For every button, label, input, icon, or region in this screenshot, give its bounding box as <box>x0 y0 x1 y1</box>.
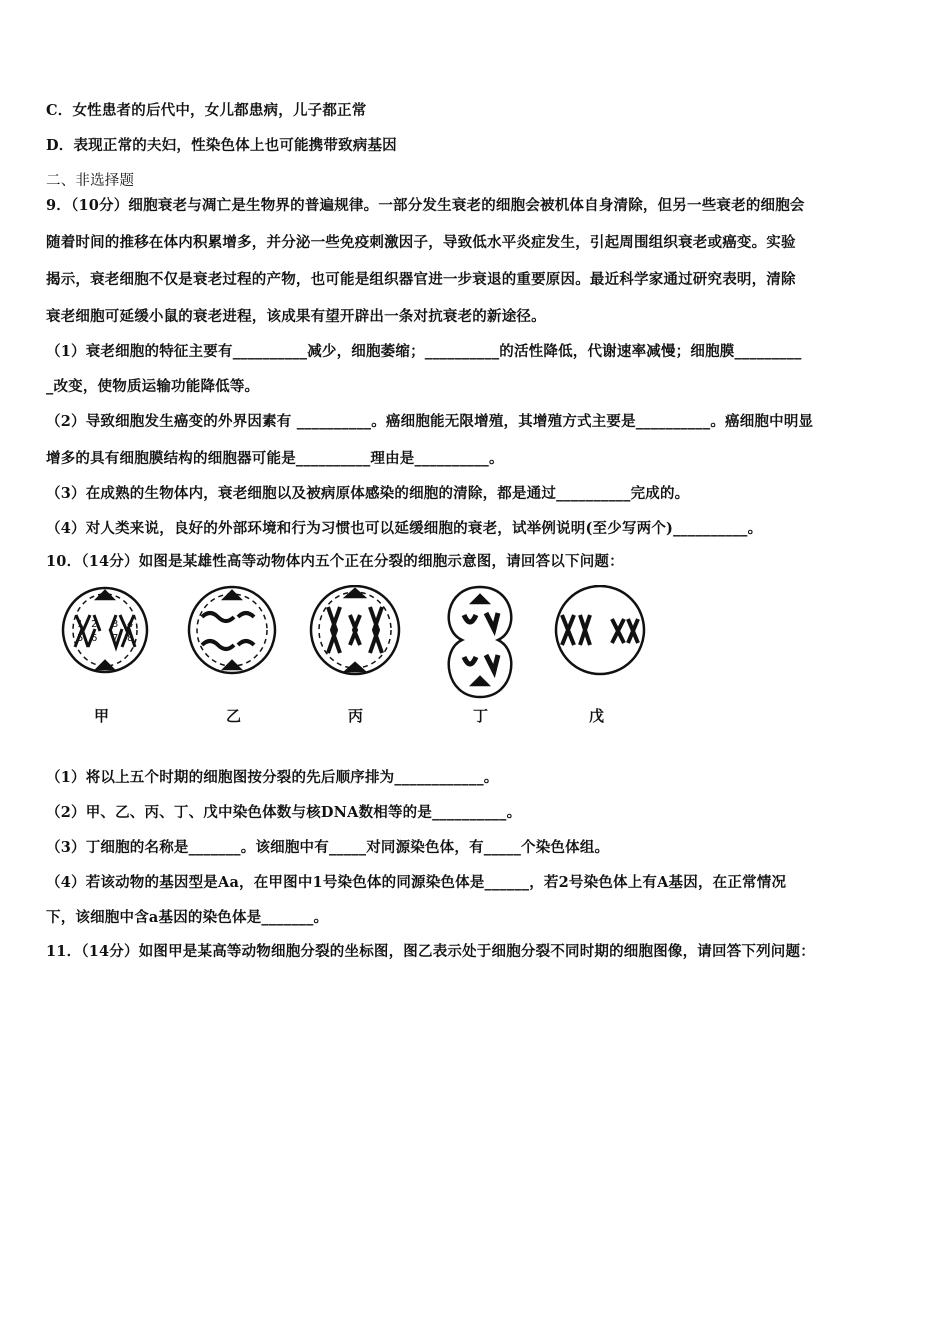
q10-sub4-cont: 下，该细胞中含a基因的染色体是_______。 <box>46 909 329 926</box>
q9-sub2-cont: 增多的具有细胞膜结构的细胞器可能是__________理由是__________。 <box>46 450 504 467</box>
section-heading: 二、非选择题 <box>46 173 135 189</box>
figure-label-jia: 甲 <box>94 707 110 725</box>
q9-text-4: 衰老细胞可延缓小鼠的衰老进程，该成果有望开辟出一条对抗衰老的新途径。 <box>46 308 546 325</box>
chromosome-number: 6 <box>91 633 98 644</box>
q10-text: 10．（14分）如图是某雄性高等动物体内五个正在分裂的细胞示意图，请回答以下问题： <box>46 553 624 570</box>
q9-text-3: 揭示，衰老细胞不仅是衰老过程的产物，也可能是组织器官进一步衰退的重要原因。最近科学家通过研究表明，清除 <box>46 271 796 288</box>
figure-label-yi: 乙 <box>226 707 242 725</box>
chromosome-number: 4 <box>127 619 134 630</box>
cell-ding <box>449 587 511 697</box>
cell-division-figure <box>50 585 650 735</box>
q9-sub1-cont: _改变，使物质运输功能降低等。 <box>46 378 260 395</box>
q10-sub1: （1）将以上五个时期的细胞图按分裂的先后顺序排为____________。 <box>46 769 499 786</box>
cell-yi <box>189 587 275 673</box>
q9-sub2: （2）导致细胞发生癌变的外界因素有 __________。癌细胞能无限增殖，其增殖方式主要是__________。癌细胞中明显 <box>46 413 814 430</box>
chromosome-number: 7 <box>112 633 119 644</box>
q10-sub4: （4）若该动物的基因型是Aa，在甲图中1号染色体的同源染色体是______，若2号染色体上有A基因，在正常情况 <box>46 874 787 891</box>
q9-sub1: （1）衰老细胞的特征主要有__________减少，细胞萎缩；__________的活性降低，代谢速率减慢；细胞膜_________ <box>46 343 802 360</box>
q10-sub3: （3）丁细胞的名称是_______。该细胞中有_____对同源染色体，有_____个染色体组。 <box>46 839 610 856</box>
line-option-c: C．女性患者的后代中，女儿都患病，儿子都正常 <box>46 102 367 119</box>
q9-sub4: （4）对人类来说，良好的外部环境和行为习惯也可以延缓细胞的衰老，试举例说明(至少写两个)__________。 <box>46 520 763 537</box>
q10-sub2: （2）甲、乙、丙、丁、戊中染色体数与核DNA数相等的是__________。 <box>46 804 522 821</box>
figure-label-bing: 丙 <box>348 707 364 725</box>
q11-text: 11．（14分）如图甲是某高等动物细胞分裂的坐标图，图乙表示处于细胞分裂不同时期的细胞图像，请回答下列问题： <box>46 943 815 960</box>
chromosome-number: 3 <box>112 619 119 630</box>
chromosome-number: 5 <box>77 633 84 644</box>
q9-text-1: 9．（10分）细胞衰老与凋亡是生物界的普遍规律。一部分发生衰老的细胞会被机体自身清除，但另一些衰老的细胞会 <box>46 197 805 214</box>
chromosome-number: 2 <box>91 619 98 630</box>
figure-label-wu: 戊 <box>589 707 605 725</box>
cell-jia <box>63 588 147 672</box>
line-option-d: D．表现正常的夫妇，性染色体上也可能携带致病基因 <box>46 137 397 154</box>
q9-text-2: 随着时间的推移在体内积累增多，并分泌一些免疫刺激因子，导致低水平炎症发生，引起周围组织衰老或癌变。实验 <box>46 234 796 251</box>
figure-label-ding: 丁 <box>473 707 489 725</box>
chromosome-number: 1 <box>77 619 84 630</box>
cell-bing <box>311 586 399 674</box>
q9-sub3: （3）在成熟的生物体内，衰老细胞以及被病原体感染的细胞的清除，都是通过__________完成的。 <box>46 485 690 502</box>
cell-wu <box>556 586 644 674</box>
chromosome-number: 8 <box>127 633 134 644</box>
